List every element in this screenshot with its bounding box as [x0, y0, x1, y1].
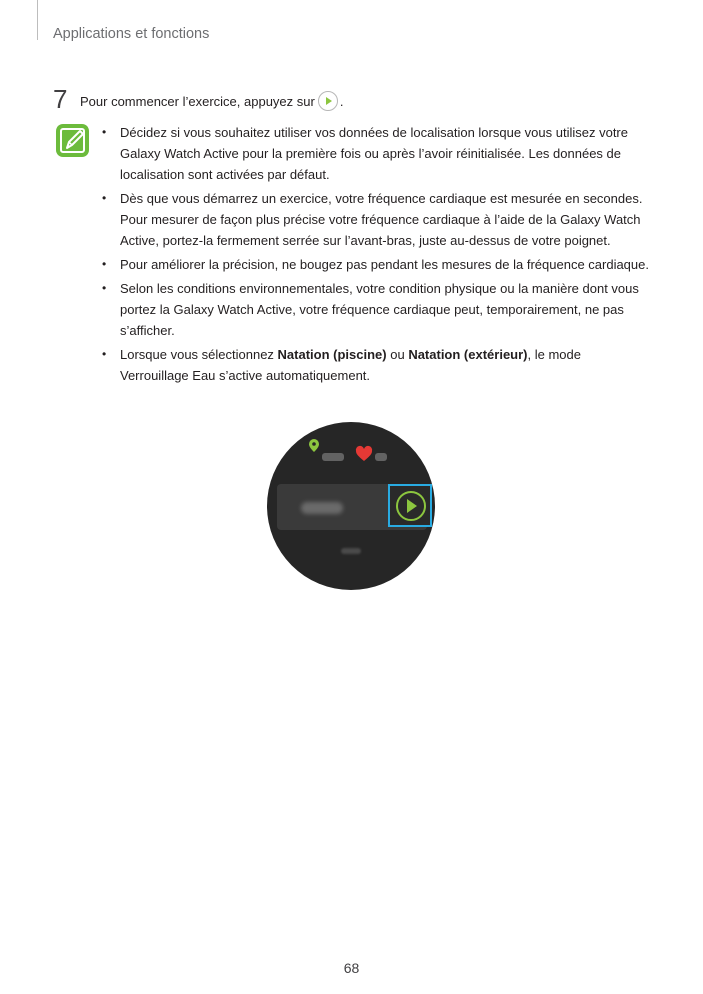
page-header-title: Applications et fonctions: [53, 26, 210, 42]
play-icon[interactable]: [394, 489, 428, 523]
list-item: • Lorsque vous sélectionnez Natation (piscine) ou Natation (extérieur), le mode Verrouillage Eau s’active automatiquement.: [102, 347, 581, 383]
heart-icon: [356, 446, 372, 461]
list-item: • Décidez si vous souhaitez utiliser vos données de localisation lorsque vous utilisez votre Galaxy Watch Active pour la première fois ou après l’avoir réinitialisée. Les données de localisation sont activées par défaut.: [102, 125, 628, 182]
step-number: 7: [53, 84, 68, 114]
watch-page-indicator: [341, 548, 361, 554]
location-pin-icon: [309, 439, 319, 452]
list-item: • Selon les conditions environnementales, votre condition physique ou la manière dont vous portez la Galaxy Watch Active, votre fréquence cardiaque peut, temporairement, ne pas s’afficher.: [102, 281, 639, 338]
note-pencil-icon: [56, 124, 89, 157]
step-text-before: Pour commencer l’exercice, appuyez sur: [80, 94, 315, 109]
header-divider: [37, 0, 38, 40]
notes-list: [102, 122, 650, 389]
watch-exercise-label: [301, 502, 343, 514]
page-number: 68: [343, 960, 360, 976]
watch-status-bar: [267, 422, 435, 482]
play-icon: [318, 91, 338, 111]
step-instruction: [80, 91, 343, 111]
list-item: • Pour améliorer la précision, ne bougez pas pendant les mesures de la fréquence cardiaque.: [102, 257, 649, 272]
play-button-highlight[interactable]: [388, 484, 432, 527]
step-text-after: .: [339, 94, 344, 109]
list-item: • Dès que vous démarrez un exercice, votre fréquence cardiaque est mesurée en secondes. Pour mesurer de façon plus précise votre fréquence cardiaque à l’aide de la Galaxy Watch Active, portez-la fermement serrée sur l’avant-bras, juste au-dessus de votre poignet.: [102, 191, 643, 248]
